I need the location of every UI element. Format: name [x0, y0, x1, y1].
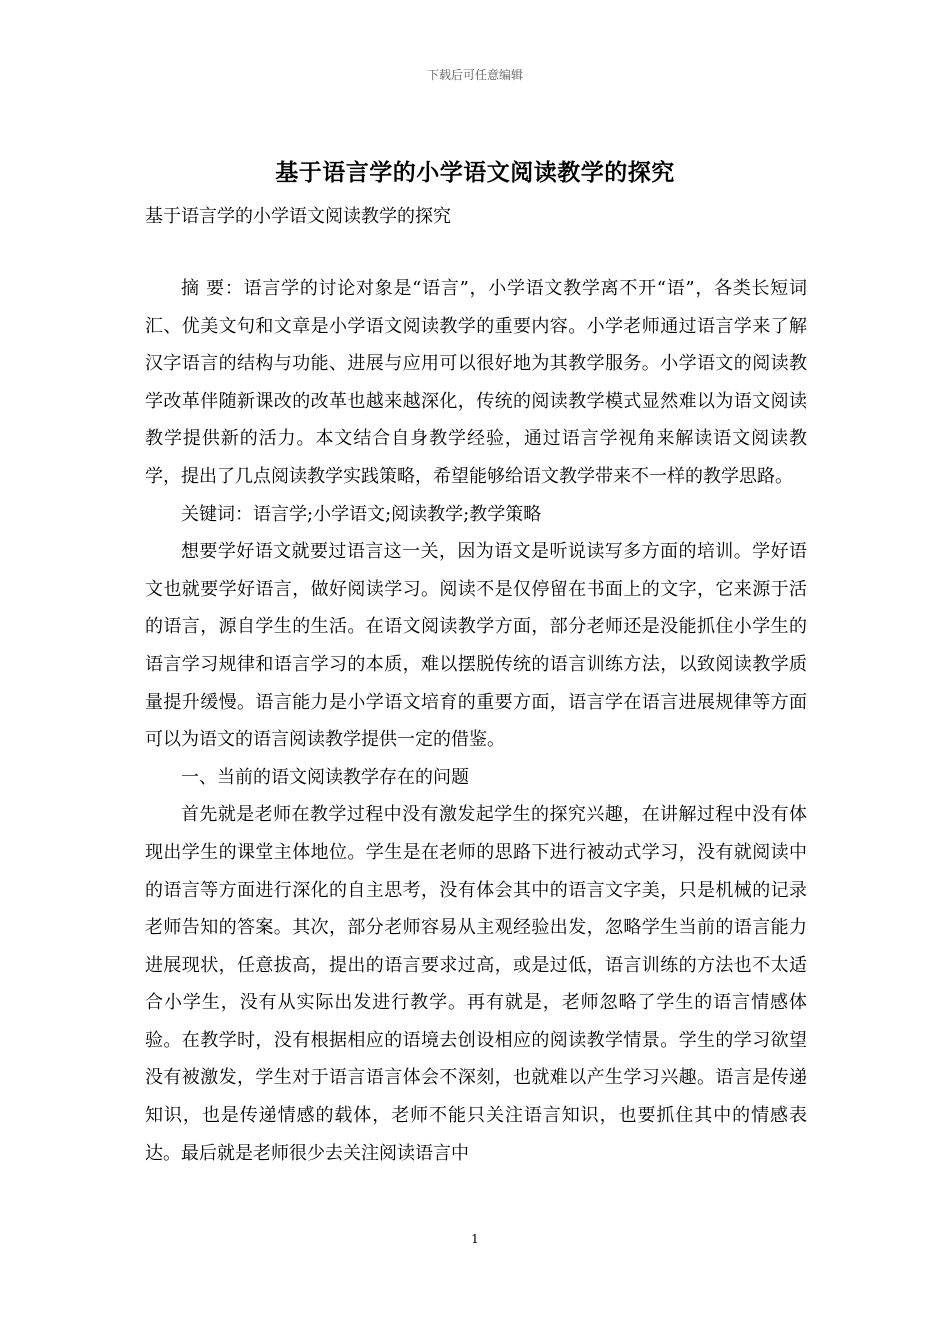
page-number: 1 — [471, 1232, 479, 1246]
document-body — [145, 270, 807, 1172]
section-heading: 一、当前的语文阅读教学存在的问题 — [181, 766, 469, 788]
keywords-paragraph: 关键词：语言学;小学语文;阅读教学;教学策略 — [181, 503, 542, 525]
document-subtitle: 基于语言学的小学语文阅读教学的探究 — [145, 206, 451, 227]
abstract-paragraph: 摘 要：语言学的讨论对象是“语言”，小学语文教学离不开“语”，各类长短词汇、优美文句和文章是小学语文阅读教学的重要内容。小学老师通过语言学来了解汉字语言的结构与功能、进展与应用可以很好地为其教学服务。小学语文的阅读教学改革伴随新课改的改革也越来越深化，传统的阅读教学模式显然难以为语文阅读教学提供新的活力。本文结合自身教学经验，通过语言学视角来解读语文阅读教学，提出了几点阅读教学实践策略，希望能够给语文教学带来不一样的教学思路。 — [145, 278, 807, 487]
section-paragraph: 首先就是老师在教学过程中没有激发起学生的探究兴趣，在讲解过程中没有体现出学生的课堂主体地位。学生是在老师的思路下进行被动式学习，没有就阅读中的语言等方面进行深化的自主思考，没有体会其中的语言文字美，只是机械的记录老师告知的答案。其次，部分老师容易从主观经验出发，忽略学生当前的语言能力进展现状，任意拔高，提出的语言要求过高，或是过低，语言训练的方法也不太适合小学生，没有从实际出发进行教学。再有就是，老师忽略了学生的语言情感体验。在教学时，没有根据相应的语境去创设相应的阅读教学情景。学生的学习欲望没有被激发，学生对于语言语言体会不深刻，也就难以产生学习兴趣。语言是传递知识，也是传递情感的载体，老师不能只关注语言知识，也要抓住其中的情感表达。最后就是老师很少去关注阅读语言中 — [145, 804, 807, 1164]
page-header-note: 下载后可任意编辑 — [426, 68, 523, 82]
intro-paragraph: 想要学好语文就要过语言这一关，因为语文是听说读写多方面的培训。学好语文也就要学好语言，做好阅读学习。阅读不是仅停留在书面上的文字，它来源于活的语言，源自学生的生活。在语文阅读教学方面，部分老师还是没能抓住小学生的语言学习规律和语言学习的本质，难以摆脱传统的语言训练方法，以致阅读教学质量提升缓慢。语言能力是小学语文培育的重要方面，语言学在语言进展规律等方面可以为语文的语言阅读教学提供一定的借鉴。 — [145, 541, 807, 751]
document-title: 基于语言学的小学语文阅读教学的探究 — [275, 159, 675, 186]
